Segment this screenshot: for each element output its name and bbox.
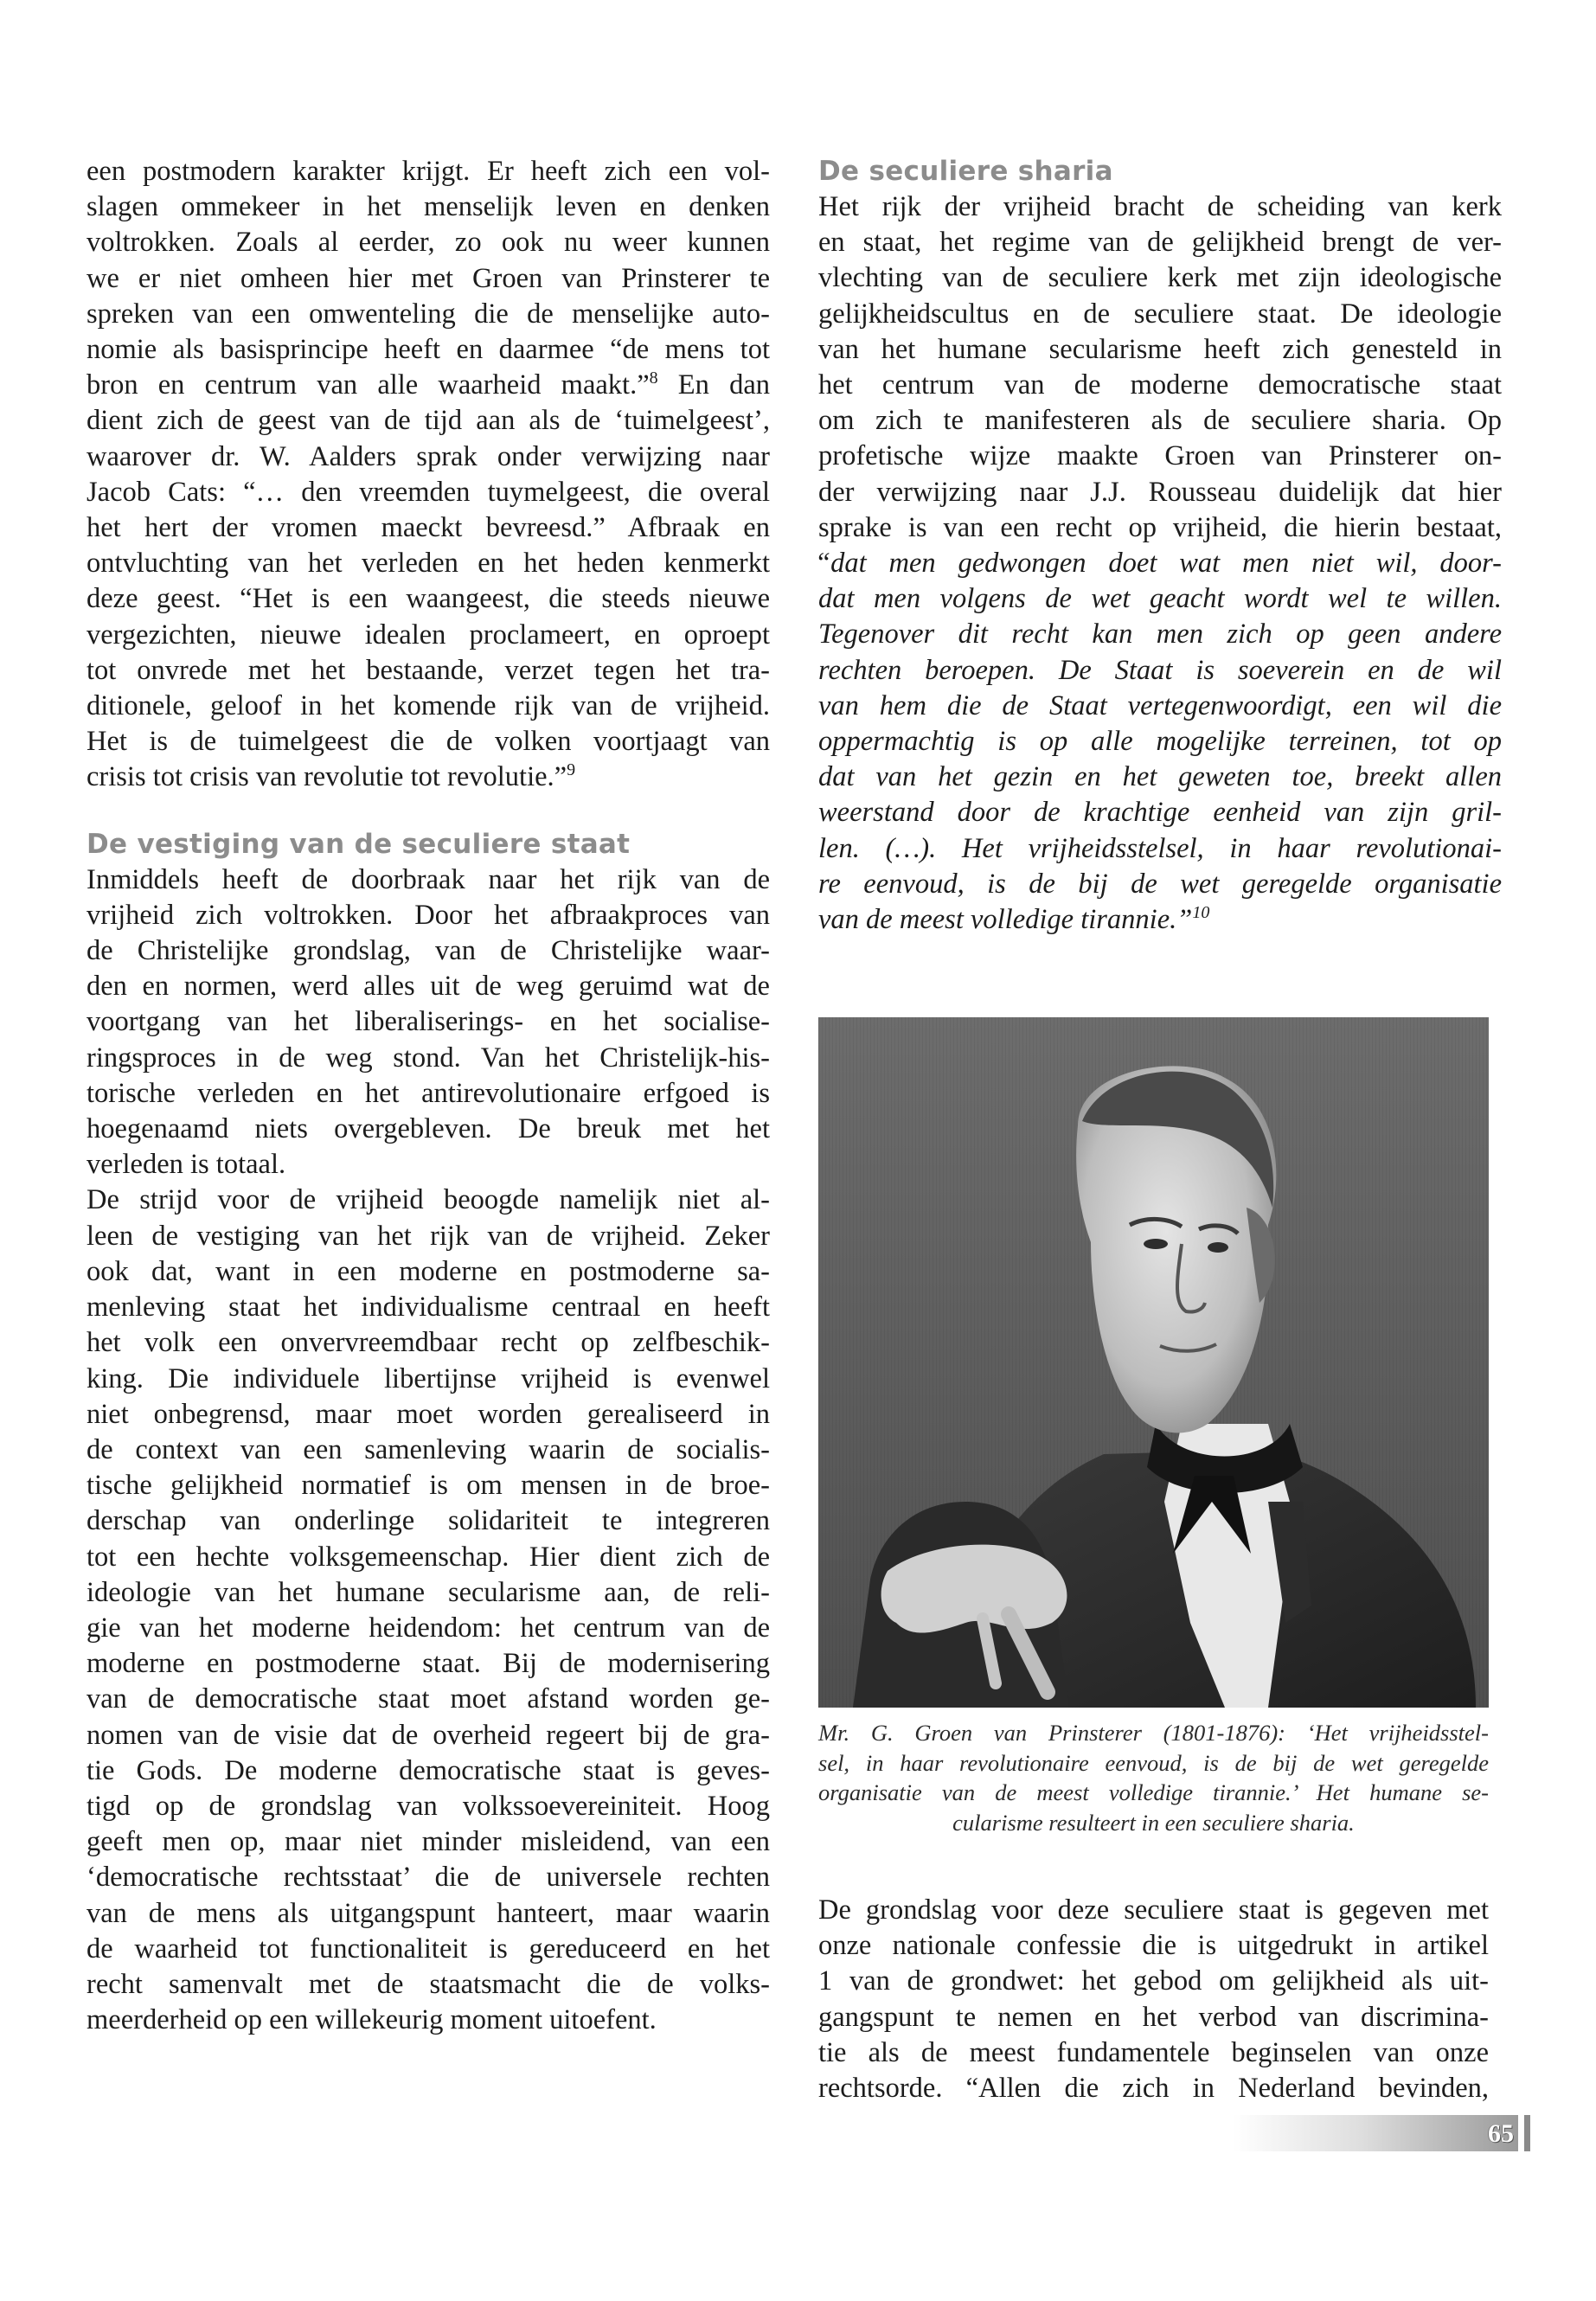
text-line: voltrokken. Zoals al eerder, zo ook nu weer kunnen [87,227,770,259]
footnote-marker-10: 10 [1192,903,1210,923]
portrait-engraving [818,1017,1489,1708]
text-line: ditionele, geloof in het komende rijk van de vrijheid. [87,690,770,722]
paragraph-doorbraak [87,862,770,1183]
caption-line: organisatie van de meest volledige tirannie.’ Het humane se- [818,1779,1489,1805]
text-line: geeft men op, maar niet minder misleidend, van een [87,1826,770,1858]
caption-line: cularisme resulteert in een seculiere sharia. [952,1809,1355,1836]
quote-line: dat van het gezin en het geweten toe, breekt allen [818,761,1502,793]
text-line: nomie als basisprincipe heeft en daarmee “de mens tot [87,334,770,366]
text-fragment: van de meest volledige tirannie.” [818,904,1193,936]
text-line: der verwijzing naar J.J. Rousseau duidelijk dat hier [818,476,1502,508]
text-line: de waarheid tot functionaliteit is gereduceerd en het [87,1932,770,1965]
paragraph-tuimelgeest [87,154,770,796]
text-line: gangspunt te nemen en het verbod van discrimina- [818,2001,1489,2033]
text-fragment: bron en centrum van alle waarheid maakt.” [87,369,650,401]
text-line: ontvluchting van het verleden en het heden kenmerkt [87,548,770,580]
text-line: een postmodern karakter krijgt. Er heeft zich een vol- [87,156,770,187]
text-line: het hert der vromen maeckt bevreesd.” Afbraak en [87,512,770,544]
text-line: tot een hechte volksgemeenschap. Hier dient zich de [87,1541,770,1573]
quote-line [818,902,1502,938]
text-line: derschap van onderlinge solidariteit te integreren [87,1505,770,1537]
text-line: hoegenaamd niets overgebleven. De breuk met het [87,1113,770,1145]
text-line: vrijheid zich voltrokken. Door het afbraakproces van [87,899,770,931]
left-column [87,154,770,2038]
text-line: voortgang van het liberaliserings- en het socialise- [87,1006,770,1038]
paragraph-grondslag [818,1893,1489,2106]
text-line: menleving staat het individualisme centraal en heeft [87,1292,770,1324]
text-line [87,760,770,795]
text-line: we er niet omheen hier met Groen van Prinsterer te [87,262,770,294]
quote-line: Tegenover dit recht kan men zich op geen andere [818,619,1502,651]
quote-line: len. (…). Het vrijheidsstelsel, in haar revolutionai- [818,832,1502,864]
footnote-marker-9: 9 [567,760,576,780]
text-line [87,368,770,403]
text-line: spreken van een omwenteling die de menselijke auto- [87,298,770,330]
text-line: en staat, het regime van de gelijkheid brengt de ver- [818,227,1502,259]
quote-line: re eenvoud, is de bij de wet geregelde organisatie [818,868,1502,900]
text-line: onze nationale confessie die is uitgedrukt in artikel [818,1930,1489,1962]
text-line: torische verleden en het antirevolutionaire erfgoed is [87,1077,770,1109]
section-heading-sharia: De seculiere sharia [818,156,1113,187]
text-line: het centrum van de moderne democratische staat [818,369,1502,401]
text-line: tie Gods. De moderne democratische staat is geves- [87,1754,770,1786]
text-line: tie als de meest fundamentele beginselen van onze [818,2036,1489,2068]
text-line: De strijd voor de vrijheid beoogde namelijk niet al- [87,1184,770,1216]
text-line: de Christelijke grondslag, van de Christelijke waar- [87,935,770,967]
text-line: ideologie van het humane secularisme aan, de reli- [87,1576,770,1608]
text-line: leen de vestiging van het rijk van de vrijheid. Zeker [87,1220,770,1252]
text-line: deze geest. “Het is een waangeest, die steeds nieuwe [87,583,770,615]
section-heading-vestiging: De vestiging van de seculiere staat [87,828,631,860]
text-line: ook dat, want in een moderne en postmoderne sa- [87,1255,770,1287]
text-line: van de democratische staat moet afstand worden ge- [87,1683,770,1715]
text-fragment: En dan [657,369,771,401]
right-column-continued [818,1893,1489,2106]
page-number: 65 [1488,2119,1514,2148]
text-line: gelijkheidscultus en de seculiere staat. De ideologie [818,298,1502,330]
paragraph-rijk-der-vrijheid [818,189,1502,546]
text-line: vlechting van de seculiere kerk met zijn ideologische [818,262,1502,294]
text-line: 1 van de grondwet: het gebod om gelijkheid als uit- [818,1965,1489,1997]
caption-line: sel, in haar revolutionaire eenvoud, is de bij de wet geregelde [818,1749,1489,1776]
footnote-marker-8: 8 [649,369,658,388]
quote-line: dat men volgens de wet geacht wordt wel te willen. [818,583,1502,615]
text-line: tische gelijkheid normatief is om mensen in de broe- [87,1470,770,1502]
portrait-image [818,1017,1489,1708]
text-line: dient zich de geest van de tijd aan als de ‘tuimelgeest’, [87,405,770,437]
text-line: De grondslag voor deze seculiere staat is gegeven met [818,1894,1489,1926]
text-line: profetische wijze maakte Groen van Prinsterer on- [818,440,1502,472]
text-line: de context van een samenleving waarin de socialis- [87,1433,770,1465]
text-line: slagen ommekeer in het menselijk leven en denken [87,191,770,223]
text-line: vergezichten, nieuwe idealen proclameert, en oproept [87,619,770,651]
text-line: moderne en postmoderne staat. Bij de modernisering [87,1648,770,1680]
text-line: Het is de tuimelgeest die de volken voortjaagt van [87,726,770,758]
quote-line: “dat men gedwongen doet wat men niet wil, door- [815,548,1502,580]
image-caption [818,1718,1489,1837]
caption-line: Mr. G. Groen van Prinsterer (1801-1876): ‘Het vrijheidsstel- [818,1720,1489,1746]
text-line: van de mens als uitgangspunt hanteert, maar waarin [87,1897,770,1929]
text-line: king. Die individuele libertijnse vrijheid is evenwel [87,1362,770,1394]
quote-line: rechten beroepen. De Staat is soeverein en de wil [818,654,1502,686]
text-line: Het rijk der vrijheid bracht de scheiding van kerk [818,191,1502,222]
block-quote-rousseau [815,546,1502,938]
quote-line: oppermachtig is op alle mogelijke terreinen, tot op [818,726,1502,758]
text-line: tigd op de grondslag van volkssoevereiniteit. Hoog [87,1790,770,1822]
paragraph-strijd [87,1183,770,2038]
text-line: waarover dr. W. Aalders sprak onder verwijzing naar [87,440,770,472]
quote-line: weerstand door de krachtige eenheid van zijn gril- [818,797,1502,829]
text-line: den en normen, werd alles uit de weg geruimd wat de [87,971,770,1003]
text-line: ringsproces in de weg stond. Van het Christelijk-his- [87,1042,770,1074]
text-line: ‘democratische rechtsstaat’ die de universele rechten [87,1862,770,1894]
text-line: sprake is van een recht op vrijheid, die hierin bestaat, [818,511,1502,543]
text-line: om zich te manifesteren als de seculiere sharia. Op [818,405,1502,437]
text-line: tot onvrede met het bestaande, verzet tegen het tra- [87,654,770,686]
text-line: het volk een onvervreemdbaar recht op zelfbeschik- [87,1327,770,1359]
text-line: Jacob Cats: “… den vreemden tuymelgeest, die overal [87,476,770,508]
text-line: gie van het moderne heidendom: het centrum van de [87,1612,770,1644]
text-line: Inmiddels heeft de doorbraak naar het rijk van de [87,863,770,895]
text-fragment: crisis tot crisis van revolutie tot revolutie.” [87,761,567,793]
right-column [815,154,1502,938]
quote-line: van hem die de Staat vertegenwoordigt, een wil die [818,689,1502,721]
text-line: van het humane secularisme heeft zich genesteld in [818,333,1502,365]
text-line: nomen van de visie dat de overheid regeert bij de gra- [87,1719,770,1751]
text-line: verleden is totaal. [87,1149,286,1181]
text-line: rechtsorde. “Allen die zich in Nederland bevinden, [818,2073,1489,2105]
text-line: niet onbegrensd, maar moet worden gerealiseerd in [87,1398,770,1430]
text-line: meerderheid op een willekeurig moment uitoefent. [87,2004,657,2036]
text-line: recht samenvalt met de staatsmacht die de volks- [87,1968,770,2000]
footer-edge-mark [1524,2115,1530,2151]
